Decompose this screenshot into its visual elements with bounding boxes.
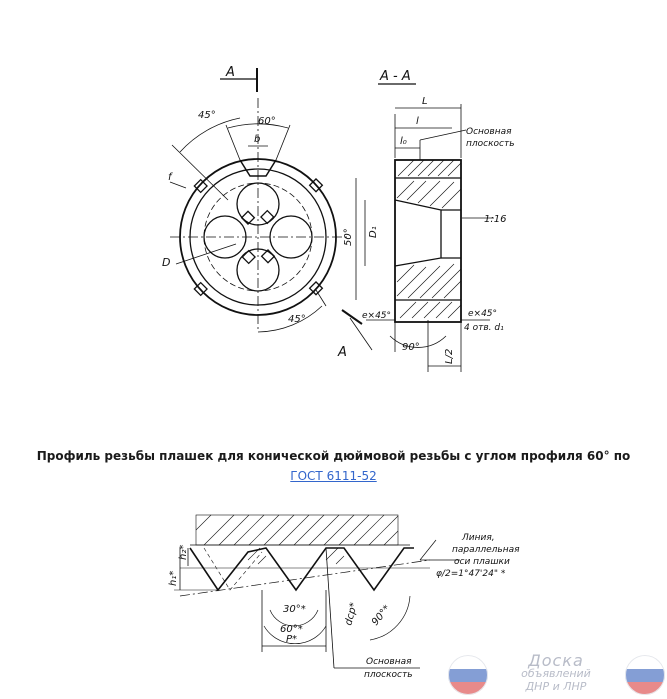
holes-label: 4 отв. d₁ — [464, 323, 504, 333]
watermark-text — [492, 651, 620, 693]
angle-60-label: 60° — [258, 116, 276, 127]
angle-45-top-arc — [180, 118, 240, 152]
upper-body-outline — [196, 515, 398, 545]
drawing-caption: Профиль резьбы плашек для конической дюймовой резьбы с углом профиля 60° по — [36, 449, 631, 463]
flag-icon-left — [448, 655, 488, 696]
dim-D1-label: D₁ — [368, 226, 379, 238]
angle-90-label: 90°* — [369, 603, 393, 628]
dim-50-label: 50° — [343, 228, 354, 246]
angle-30-label: 30°* — [283, 604, 306, 615]
dcp-label: dср* — [343, 601, 360, 627]
watermark-line-1: Доска — [528, 651, 584, 670]
phi-label: φ/2=1°47'24" * — [436, 569, 506, 579]
section-mark-top-label: A — [226, 65, 235, 80]
chamfer-right-label: e×45° — [468, 309, 498, 319]
site-watermark — [446, 652, 667, 699]
dim-f-leader — [170, 182, 186, 188]
chamfer-left-label: e×45° — [362, 311, 392, 321]
angle-45-bottom-leader — [316, 290, 326, 306]
dim-l0-label: l₀ — [400, 136, 407, 147]
parallel-leader-diag — [420, 540, 436, 560]
angle-45-top-label: 45° — [198, 110, 216, 121]
section-hatching — [397, 160, 461, 318]
base-plane-label-1: Основная — [466, 127, 512, 137]
parallel-line-label-3: оси плашки — [454, 557, 510, 567]
angle-60-label: 60°* — [280, 624, 303, 635]
dim-f-label: f — [168, 172, 172, 183]
h2-label: h₂* — [178, 544, 189, 560]
taper-label: 1:16 — [484, 214, 507, 225]
tooth-2 — [261, 211, 274, 224]
dim-L2-label: L/2 — [444, 348, 455, 364]
angle-90-arc-profile — [370, 596, 410, 640]
standard-link[interactable]: ГОСТ 6111-52 — [290, 469, 377, 483]
angle-60-left-leader — [226, 125, 240, 160]
angle-60-right-leader — [276, 125, 290, 160]
section-body — [395, 160, 461, 322]
dim-D-label: D — [162, 256, 171, 269]
angle-90-label: 90° — [402, 342, 420, 353]
pitch-label: P* — [286, 634, 298, 645]
base-plane-leader — [420, 130, 466, 140]
standard-link-row — [0, 469, 667, 483]
watermark-line-2: объявлений — [521, 667, 591, 680]
section-mark-bottom-label: A — [338, 345, 347, 360]
angle-30-arc — [270, 610, 318, 626]
section-tick-bottom — [342, 310, 362, 324]
angle-45-bottom-label: 45° — [288, 314, 306, 325]
dim-b-label: b — [254, 134, 261, 145]
section-title-label: A - A — [380, 69, 411, 84]
base-plane-label-2: плоскость — [466, 139, 515, 149]
flag-icon-right — [625, 655, 665, 696]
section-taper-bore — [395, 200, 441, 266]
angle-60-arc-profile — [264, 626, 326, 644]
dim-l-label: l — [416, 116, 419, 127]
dim-L-label: L — [422, 96, 428, 107]
parallel-line-label-1: Линия, — [462, 533, 495, 543]
thread-profile — [190, 548, 414, 590]
watermark-line-3: ДНР и ЛНР — [525, 680, 587, 693]
thread-axis-line — [180, 560, 430, 596]
base-plane-label-2: плоскость — [364, 670, 413, 680]
thread-profile-mating — [204, 548, 262, 590]
tooth-3 — [242, 251, 255, 264]
base-plane-label-1: Основная — [366, 657, 412, 667]
profile-hatching — [196, 515, 398, 564]
base-plane-line — [326, 548, 334, 668]
parallel-line-label-2: параллельная — [452, 545, 520, 555]
h1-label: h₁* — [168, 570, 179, 586]
